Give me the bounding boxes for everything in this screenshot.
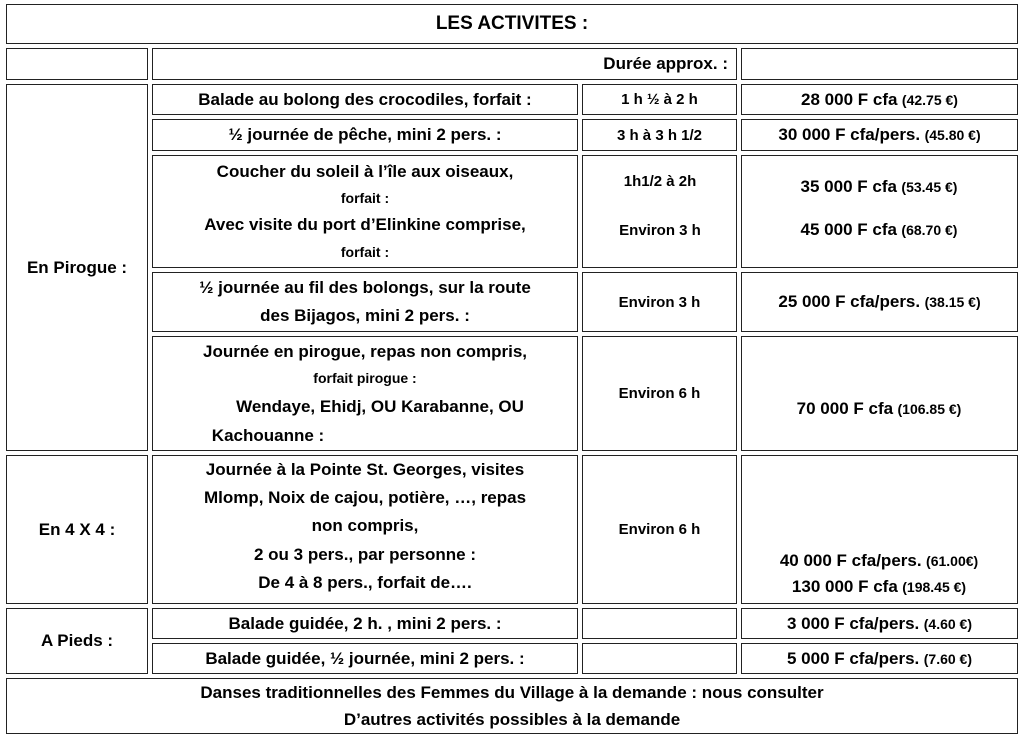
row2-duration-cell: 3 h à 3 h 1/2 [582, 119, 737, 151]
duration-header: Durée approx. : [603, 54, 728, 73]
row6-label-2: Mlomp, Noix de cajou, potière, …, repas [203, 488, 527, 507]
row3-duration-cell [582, 155, 737, 268]
row3-duration-1: 1h1/2 à 2h [623, 173, 697, 190]
row6-label-5: De 4 à 8 pers., forfait de…. [258, 573, 472, 592]
row3-duration-2: Environ 3 h [619, 222, 701, 239]
row4-label-1: ½ journée au fil des bolongs, sur la route [199, 278, 531, 297]
row4-duration-cell: Environ 3 h [582, 272, 737, 332]
row3-label-1: Coucher du soleil à l’île aux oiseaux, [216, 162, 514, 181]
row8-duration-cell [582, 643, 737, 674]
row3-price-2: 45 000 F cfa (68.70 €) [800, 220, 958, 239]
row5-label-1: Journée en pirogue, repas non compris, [202, 342, 528, 361]
row7-label-cell: Balade guidée, 2 h. , mini 2 pers. : [152, 608, 578, 639]
row6-label-3: non compris, [311, 516, 419, 535]
row7-duration-cell [582, 608, 737, 639]
row3-label-4: forfait : [340, 244, 390, 260]
row7-price-cell: 3 000 F cfa/pers. (4.60 €) [741, 608, 1018, 639]
row4-price-cell: 25 000 F cfa/pers. (38.15 €) [741, 272, 1018, 332]
header-duration-cell [152, 48, 737, 80]
category-pieds: A Pieds : [6, 608, 148, 674]
row5-price: 70 000 F cfa (106.85 €) [796, 399, 962, 418]
row3-label-3: Avec visite du port d’Elinkine comprise, [204, 215, 526, 234]
row6-price-1: 40 000 F cfa/pers. (61.00€) [779, 551, 979, 570]
page-title: LES ACTIVITES : [435, 13, 589, 34]
row6-label-4: 2 ou 3 pers., par personne : [253, 545, 477, 564]
row6-price-2: 130 000 F cfa (198.45 €) [791, 577, 967, 596]
row5-label-4: Kachouanne : [211, 426, 325, 445]
header-empty-cell [6, 48, 148, 80]
category-pirogue: En Pirogue : [6, 84, 148, 451]
row5-duration-cell: Environ 6 h [582, 336, 737, 451]
row6-duration-cell: Environ 6 h [582, 455, 737, 604]
row8-label-cell: Balade guidée, ½ journée, mini 2 pers. : [152, 643, 578, 674]
row2-price-cell: 30 000 F cfa/pers. (45.80 €) [741, 119, 1018, 151]
footer-line-1: Danses traditionnelles des Femmes du Village à la demande : nous consulter [200, 683, 824, 702]
row3-price-cell [741, 155, 1018, 268]
row3-label-2: forfait : [340, 190, 390, 206]
row4-label-2: des Bijagos, mini 2 pers. : [260, 306, 470, 325]
row3-price-1: 35 000 F cfa (53.45 €) [800, 177, 958, 196]
row2-label-cell: ½ journée de pêche, mini 2 pers. : [152, 119, 578, 151]
row5-label-3: Wendaye, Ehidj, OU Karabanne, OU [236, 397, 524, 416]
header-price-cell [741, 48, 1018, 80]
title-cell [6, 4, 1018, 44]
row8-price-cell: 5 000 F cfa/pers. (7.60 €) [741, 643, 1018, 674]
row1-label-cell: Balade au bolong des crocodiles, forfait : [152, 84, 578, 115]
row5-label-2: forfait pirogue : [313, 370, 417, 386]
footer-line-2: D’autres activités possibles à la demande [343, 710, 681, 729]
row5-price-cell [741, 336, 1018, 451]
category-4x4: En 4 X 4 : [6, 455, 148, 604]
row1-duration-cell: 1 h ½ à 2 h [582, 84, 737, 115]
row6-label-1: Journée à la Pointe St. Georges, visites [205, 460, 525, 479]
row1-price-cell: 28 000 F cfa (42.75 €) [741, 84, 1018, 115]
